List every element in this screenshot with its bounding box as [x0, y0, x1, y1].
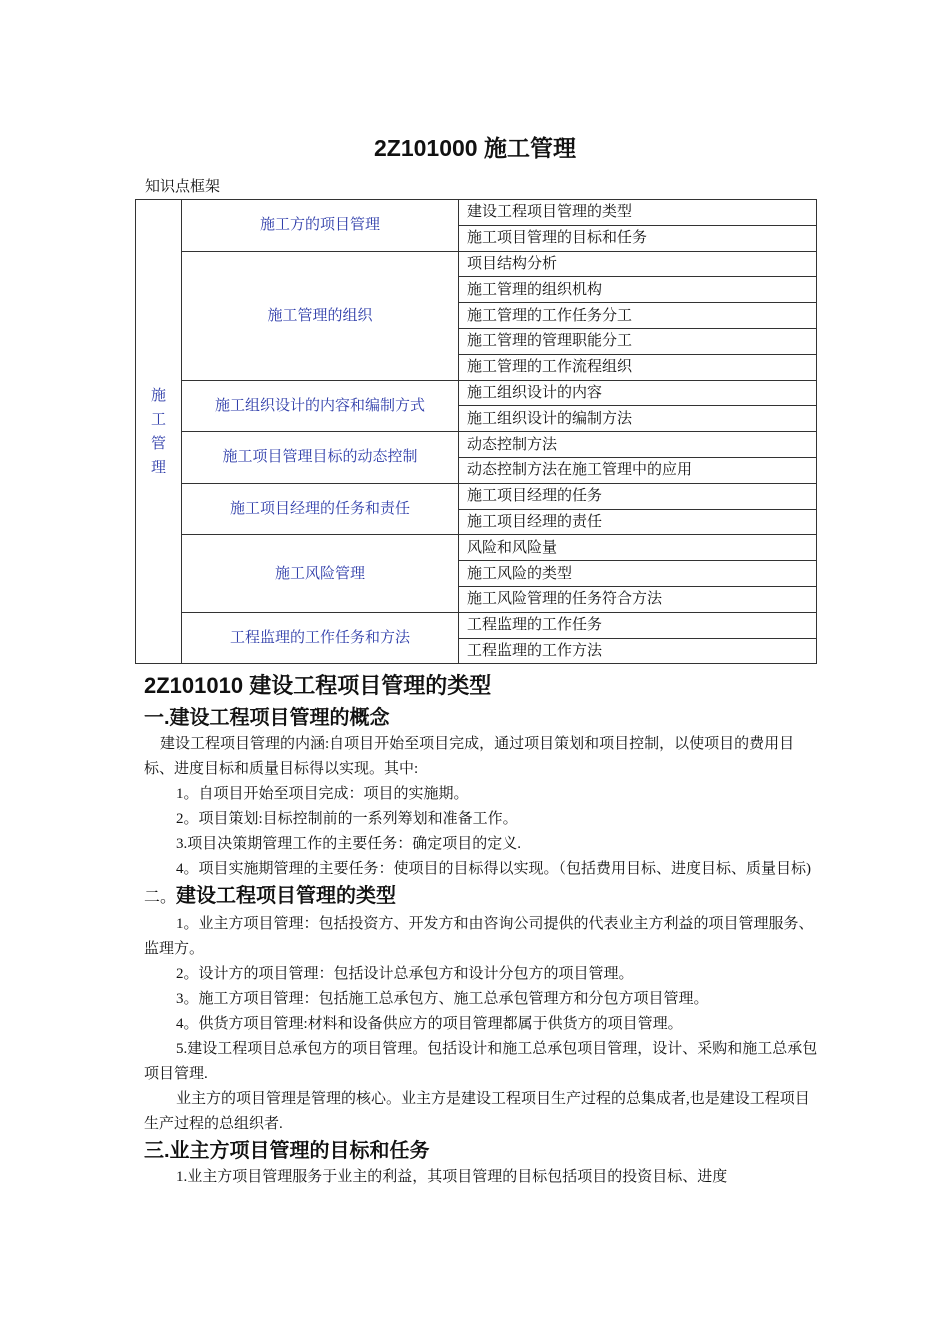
subtopic-cell: 施工风险的类型 — [459, 561, 817, 587]
document-body — [144, 670, 820, 1190]
subtopic-cell: 工程监理的工作任务 — [459, 612, 817, 638]
subtopic-cell: 施工管理的工作任务分工 — [459, 303, 817, 329]
table-row — [136, 380, 817, 406]
topic-cell: 施工组织设计的内容和编制方式 — [182, 380, 459, 432]
heading-prefix: 二。 — [144, 889, 177, 906]
root-category-char: 工 — [150, 411, 166, 428]
subtopic-cell: 建设工程项目管理的类型 — [459, 200, 817, 226]
root-category-cell — [136, 200, 182, 664]
root-category-char: 施 — [150, 387, 166, 404]
list-item: 2。项目策划:目标控制前的一系列筹划和准备工作。 — [176, 811, 518, 827]
list-item: 1。自项目开始至项目完成：项目的实施期。 — [176, 786, 469, 802]
list-item: 4。项目实施期管理的主要任务：使项目的目标得以实现。（包括费用目标、进度目标、质量目标) — [176, 861, 811, 877]
table-row — [136, 251, 817, 277]
paragraph: 业主方的项目管理是管理的核心。业主方是建设工程项目生产过程的总集成者,也是建设工程项目生产过程的总组织者. — [144, 1091, 810, 1132]
subsection-heading-3: 三.业主方项目管理的目标和任务 — [144, 1140, 430, 1162]
framework-caption: 知识点框架 — [145, 179, 221, 195]
list-item: 3。施工方项目管理：包括施工总承包方、施工总承包管理方和分包方项目管理。 — [176, 991, 709, 1007]
topic-cell: 施工风险管理 — [182, 535, 459, 612]
subtopic-cell: 施工项目经理的责任 — [459, 509, 817, 535]
root-category-char: 管 — [150, 435, 166, 452]
subtopic-cell: 施工组织设计的编制方法 — [459, 406, 817, 432]
subtopic-cell: 风险和风险量 — [459, 535, 817, 561]
subtopic-cell: 动态控制方法在施工管理中的应用 — [459, 457, 817, 483]
topic-cell: 施工项目经理的任务和责任 — [182, 483, 459, 535]
table-row — [136, 432, 817, 458]
list-item: 3.项目决策期管理工作的主要任务：确定项目的定义. — [176, 836, 522, 852]
subtopic-cell: 施工风险管理的任务符合方法 — [459, 586, 817, 612]
table-row — [136, 200, 817, 226]
subtopic-cell: 施工管理的组织机构 — [459, 277, 817, 303]
subtopic-cell: 动态控制方法 — [459, 432, 817, 458]
root-category-char: 理 — [150, 459, 166, 476]
list-item: 1.业主方项目管理服务于业主的利益，其项目管理的目标包括项目的投资目标、进度 — [176, 1169, 728, 1185]
subtopic-cell: 工程监理的工作方法 — [459, 638, 817, 664]
subtopic-cell: 施工组织设计的内容 — [459, 380, 817, 406]
subtopic-cell: 项目结构分析 — [459, 251, 817, 277]
topic-cell: 施工项目管理目标的动态控制 — [182, 432, 459, 484]
list-item: 5.建设工程项目总承包方的项目管理。包括设计和施工总承包项目管理，设计、采购和施工总承包项目管理. — [144, 1041, 818, 1082]
subtopic-cell: 施工管理的管理职能分工 — [459, 328, 817, 354]
list-item: 2。设计方的项目管理：包括设计总承包方和设计分包方的项目管理。 — [176, 966, 634, 982]
list-item: 4。供货方项目管理:材料和设备供应方的项目管理都属于供货方的项目管理。 — [176, 1016, 683, 1032]
subtopic-cell: 施工项目管理的目标和任务 — [459, 225, 817, 251]
table-row — [136, 535, 817, 561]
table-row — [136, 483, 817, 509]
topic-cell: 施工管理的组织 — [182, 251, 459, 380]
heading-text: 建设工程项目管理的类型 — [176, 885, 397, 907]
topic-cell: 工程监理的工作任务和方法 — [182, 612, 459, 664]
document-title: 2Z101000 施工管理 — [374, 135, 576, 161]
list-item: 1。业主方项目管理：包括投资方、开发方和由咨询公司提供的代表业主方利益的项目管理服务、监理方。 — [144, 916, 814, 957]
knowledge-framework-table — [135, 199, 817, 664]
subsection-heading-2 — [144, 882, 820, 912]
topic-cell: 施工方的项目管理 — [182, 200, 459, 252]
subtopic-cell: 施工管理的工作流程组织 — [459, 354, 817, 380]
section-heading: 2Z101010 建设工程项目管理的类型 — [144, 673, 492, 698]
paragraph: 建设工程项目管理的内涵:自项目开始至项目完成，通过项目策划和项目控制，以使项目的费用目标、进度目标和质量目标得以实现。其中: — [144, 736, 795, 777]
subsection-heading-1: 一.建设工程项目管理的概念 — [144, 707, 390, 729]
table-row — [136, 612, 817, 638]
subtopic-cell: 施工项目经理的任务 — [459, 483, 817, 509]
